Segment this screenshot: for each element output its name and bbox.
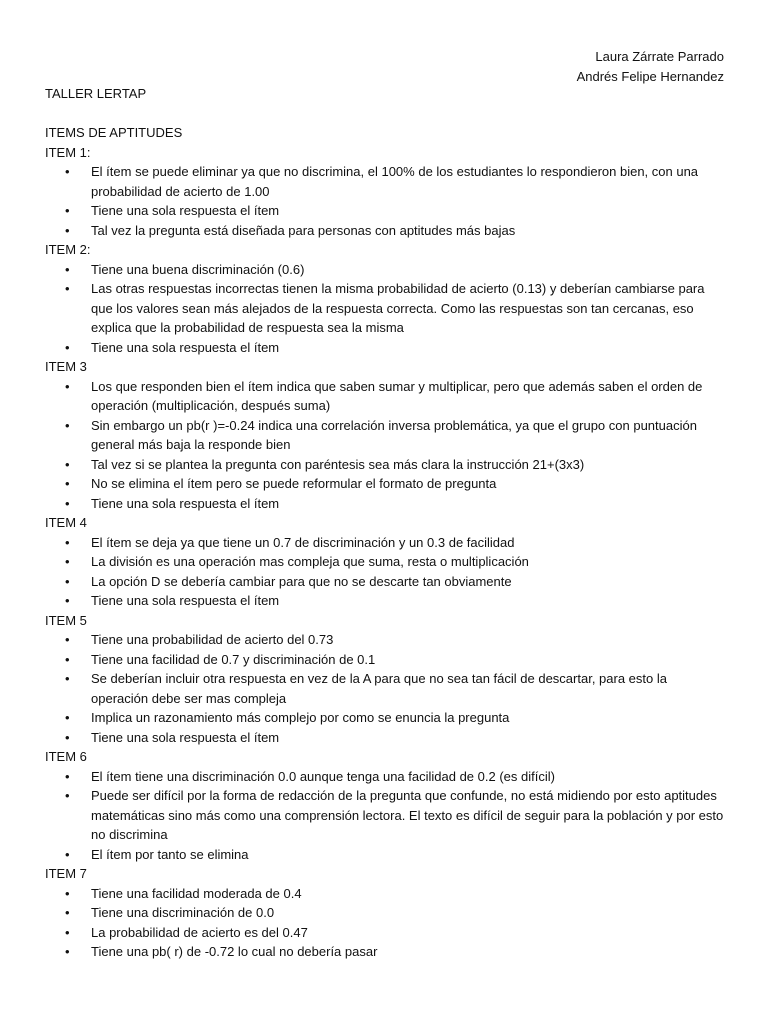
bullet-list: [45, 260, 725, 358]
bullet-icon: •: [65, 339, 70, 355]
item-heading: ITEM 6: [45, 749, 87, 764]
bullet-icon: •: [65, 846, 70, 862]
item-heading: ITEM 4: [45, 515, 87, 530]
bullet-icon: •: [65, 495, 70, 511]
item-section: [45, 513, 725, 611]
bullet-icon: •: [65, 378, 70, 394]
bullet-icon: •: [65, 281, 70, 296]
list-item-text: Tiene una facilidad moderada de 0.4: [91, 885, 302, 901]
item-section: [45, 611, 725, 748]
bullet-icon: •: [65, 905, 70, 920]
list-item: [45, 474, 725, 494]
item-heading: ITEM 3: [45, 359, 87, 374]
bullet-icon: •: [65, 203, 70, 218]
list-item-text: Tiene una sola respuesta el ítem: [91, 339, 280, 355]
list-item-text: Tiene una probabilidad de acierto del 0.73: [91, 632, 334, 647]
author-block: [577, 47, 724, 86]
bullet-icon: •: [65, 417, 70, 433]
list-item-text: Las otras respuestas incorrectas tienen la misma probabilidad de acierto (0.13) y deberían cambiarse para que los valores sean más alejados de la respuesta correcta. Como las respuestas son tan cercanas, eso explica que la probabilidad de respuesta sea la misma: [91, 281, 705, 335]
bullet-icon: •: [65, 261, 70, 277]
list-item: [45, 786, 725, 845]
bullet-icon: •: [65, 456, 70, 472]
list-item: [45, 708, 725, 728]
list-item: [45, 201, 725, 221]
list-item-text: El ítem por tanto se elimina: [91, 846, 249, 862]
list-item-text: El ítem tiene una discriminación 0.0 aunque tenga una facilidad de 0.2 (es difícil): [91, 768, 555, 784]
list-item-text: Tiene una buena discriminación (0.6): [91, 261, 305, 277]
bullet-icon: •: [65, 944, 70, 959]
list-item-text: Tiene una sola respuesta el ítem: [91, 203, 280, 218]
list-item: [45, 338, 725, 358]
list-item-text: Tal vez si se plantea la pregunta con paréntesis sea más clara la instrucción 21+(3x3): [91, 456, 585, 472]
item-section: [45, 357, 725, 513]
list-item: [45, 767, 725, 787]
item-heading: ITEM 1:: [45, 144, 91, 160]
list-item-text: Tiene una facilidad de 0.7 y discriminación de 0.1: [91, 651, 376, 667]
bullet-list: [45, 767, 725, 865]
list-item: [45, 455, 725, 475]
list-item: [45, 572, 725, 592]
list-item: [45, 923, 725, 943]
document-body: [45, 84, 725, 962]
item-section: [45, 240, 725, 357]
document-title: TALLER LERTAP: [45, 86, 147, 101]
list-item: [45, 845, 725, 865]
list-item: [45, 260, 725, 280]
list-item-text: Tiene una sola respuesta el ítem: [91, 495, 280, 511]
list-item: [45, 162, 725, 201]
list-item-text: Se deberían incluir otra respuesta en vez de la A para que no sea tan fácil de descartar, para esto la operación debe ser mas compleja: [91, 671, 667, 706]
author-name: Laura Zárrate Parrado: [595, 49, 724, 64]
list-item: [45, 650, 725, 670]
list-item-text: Tal vez la pregunta está diseñada para personas con aptitudes más bajas: [91, 222, 516, 238]
bullet-list: [45, 162, 725, 240]
bullet-icon: •: [65, 729, 70, 745]
list-item: [45, 279, 725, 338]
bullet-icon: •: [65, 632, 70, 647]
bullet-icon: •: [65, 593, 70, 608]
list-item: [45, 416, 725, 455]
bullet-icon: •: [65, 924, 70, 940]
list-item-text: Tiene una sola respuesta el ítem: [91, 729, 280, 745]
bullet-list: [45, 630, 725, 747]
bullet-icon: •: [65, 671, 70, 686]
item-heading: ITEM 7: [45, 866, 87, 881]
section-title: ITEMS DE APTITUDES: [45, 125, 183, 140]
bullet-icon: •: [65, 222, 70, 238]
bullet-icon: •: [65, 710, 70, 725]
list-item-text: Sin embargo un pb(r )=-0.24 indica una correlación inversa problemática, ya que el grupo con puntuación general más baja la responde bien: [91, 417, 697, 452]
bullet-list: [45, 884, 725, 962]
list-item: [45, 533, 725, 553]
list-item-text: No se elimina el ítem pero se puede reformular el formato de pregunta: [91, 476, 497, 491]
list-item: [45, 591, 725, 611]
list-item-text: El ítem se deja ya que tiene un 0.7 de discriminación y un 0.3 de facilidad: [91, 534, 515, 550]
list-item-text: Puede ser difícil por la forma de redacción de la pregunta que confunde, no está midiendo por esto aptitudes matemáticas sino más como una comprensión lectora. El texto es difícil de seguir para la población y por esto no discrimina: [91, 788, 724, 842]
bullet-icon: •: [65, 476, 70, 491]
list-item: [45, 221, 725, 241]
list-item: [45, 942, 725, 962]
list-item: [45, 630, 725, 650]
list-item-text: Los que responden bien el ítem indica que saben sumar y multiplicar, pero que además saben el orden de operación (multiplicación, después suma): [91, 378, 703, 413]
bullet-icon: •: [65, 554, 70, 569]
list-item-text: Tiene una pb( r) de -0.72 lo cual no debería pasar: [91, 944, 378, 959]
list-item-text: Tiene una discriminación de 0.0: [91, 905, 275, 920]
list-item: [45, 728, 725, 748]
list-item-text: La probabilidad de acierto es del 0.47: [91, 924, 308, 940]
bullet-icon: •: [65, 573, 70, 589]
list-item: [45, 669, 725, 708]
author-name: Andrés Felipe Hernandez: [576, 68, 724, 84]
bullet-icon: •: [65, 885, 70, 901]
list-item-text: La opción D se debería cambiar para que no se descarte tan obviamente: [91, 573, 512, 589]
bullet-icon: •: [65, 534, 70, 550]
list-item-text: La división es una operación mas compleja que suma, resta o multiplicación: [91, 554, 529, 569]
list-item: [45, 552, 725, 572]
list-item: [45, 494, 725, 514]
bullet-list: [45, 533, 725, 611]
list-item-text: El ítem se puede eliminar ya que no discrimina, el 100% de los estudiantes lo respondieron bien, con una probabilidad de acierto de 1.00: [91, 164, 699, 199]
item-heading: ITEM 2:: [45, 242, 91, 257]
item-section: [45, 864, 725, 962]
items-list: [45, 143, 725, 962]
bullet-icon: •: [65, 651, 70, 667]
item-heading: ITEM 5: [45, 612, 87, 628]
list-item-text: Implica un razonamiento más complejo por como se enuncia la pregunta: [91, 710, 510, 725]
bullet-icon: •: [65, 164, 70, 179]
bullet-icon: •: [65, 768, 70, 784]
item-section: [45, 747, 725, 864]
list-item: [45, 903, 725, 923]
bullet-list: [45, 377, 725, 514]
list-item: [45, 377, 725, 416]
bullet-icon: •: [65, 788, 70, 803]
list-item-text: Tiene una sola respuesta el ítem: [91, 593, 280, 608]
item-section: [45, 143, 725, 241]
list-item: [45, 884, 725, 904]
